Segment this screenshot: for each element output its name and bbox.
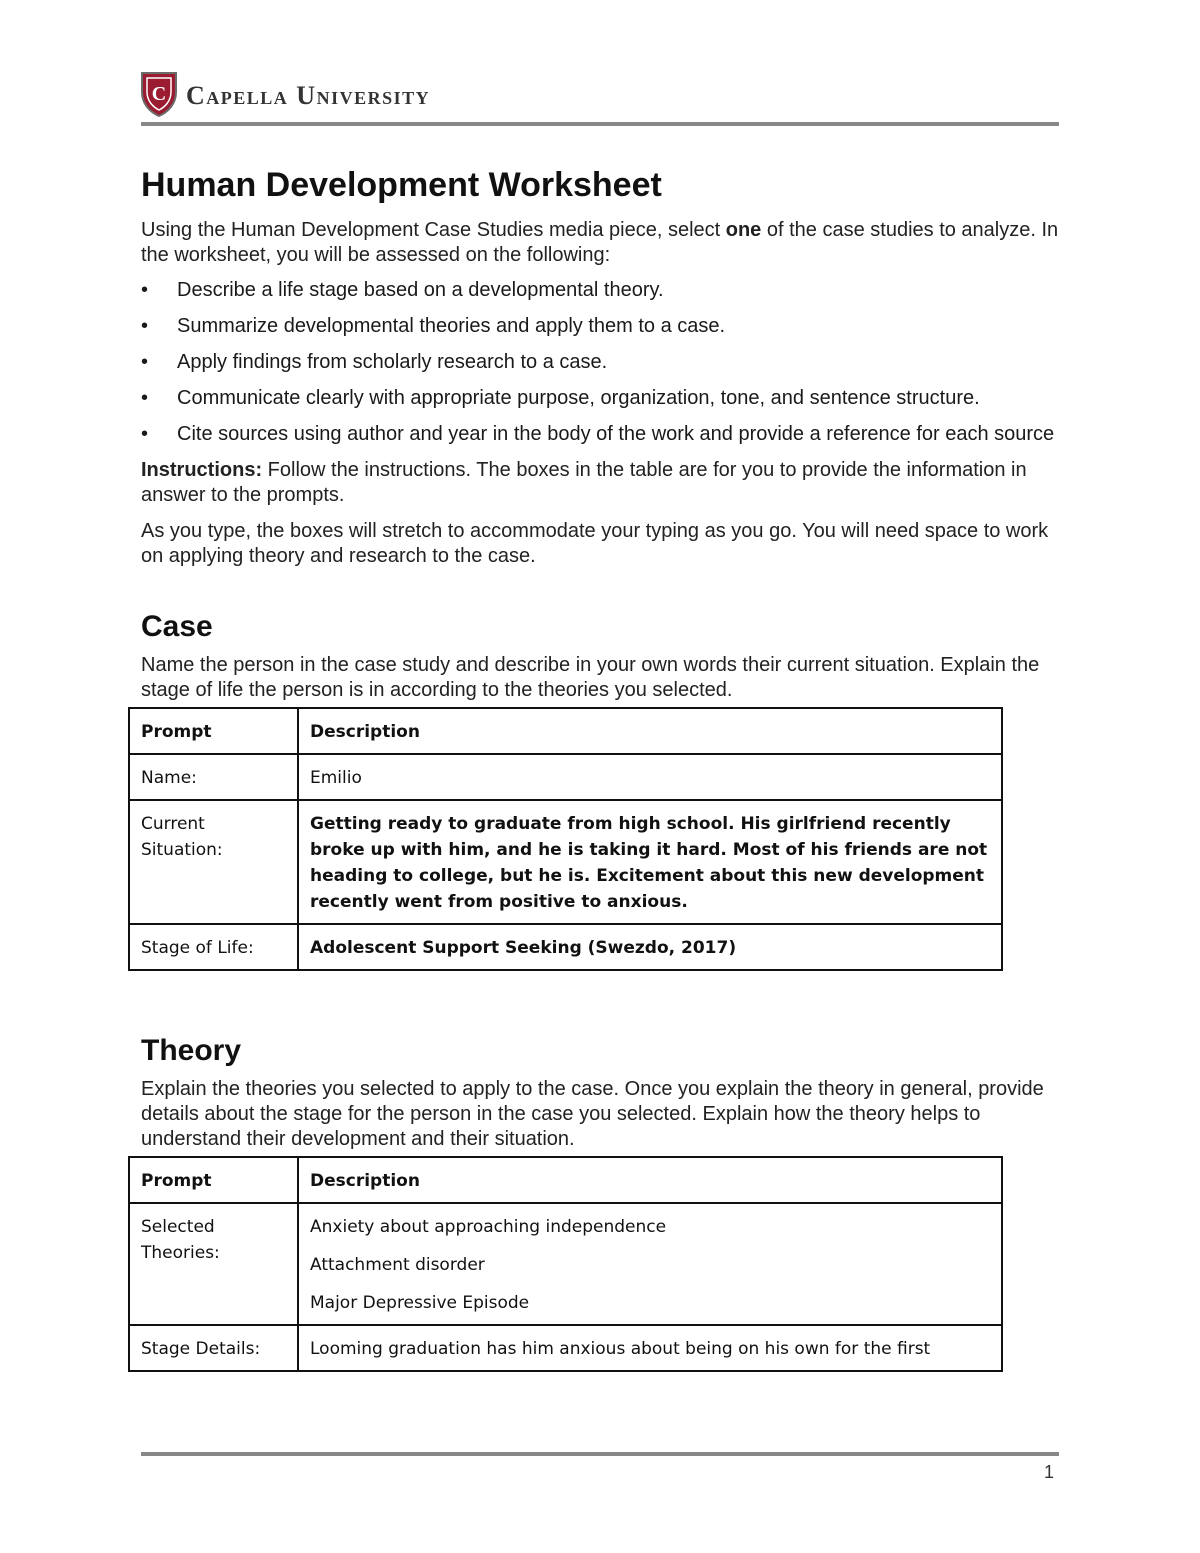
stage-of-life-prompt: Stage of Life: (129, 924, 298, 970)
list-item: • Communicate clearly with appropriate purpose, organization, tone, and sentence structure. (141, 386, 1061, 411)
theory-item: Major Depressive Episode (310, 1293, 530, 1313)
capella-crest-icon (140, 70, 178, 118)
table-header-row (129, 1157, 1002, 1203)
case-description: Name the person in the case study and describe in your own words their current situation. Explain the stage of life the person is in according to the theories you selected. (141, 654, 1040, 701)
theory-item: Anxiety about approaching independence (310, 1217, 667, 1237)
list-item: • Describe a life stage based on a developmental theory. (141, 278, 1061, 303)
stage-details-answer[interactable]: Looming graduation has him anxious about being on his own for the first (298, 1325, 1002, 1371)
prompt-column-header: Prompt (129, 708, 298, 754)
header-divider (141, 122, 1059, 126)
table-row (129, 754, 1002, 800)
page-number: 1 (1044, 1462, 1055, 1482)
instructions-paragraph: Instructions: Follow the instructions. The boxes in the table are for you to provide the information in answer to the prompts. (141, 459, 1027, 506)
assessment-list (141, 278, 1061, 447)
theory-table (128, 1156, 1003, 1372)
table-row (129, 924, 1002, 970)
description-column-header: Description (298, 1157, 1002, 1203)
stage-details-prompt: Stage Details: (129, 1325, 298, 1371)
svg-text:C: C (151, 83, 167, 105)
footer-divider (141, 1452, 1059, 1456)
list-item: • Apply findings from scholarly research to a case. (141, 350, 1061, 375)
theory-heading: Theory (141, 1034, 242, 1067)
stage-of-life-answer[interactable]: Adolescent Support Seeking (Swezdo, 2017) (298, 924, 1002, 970)
table-row (129, 1203, 1002, 1325)
theory-item: Attachment disorder (310, 1255, 485, 1275)
page-title: Human Development Worksheet (141, 166, 662, 204)
description-column-header: Description (298, 708, 1002, 754)
capella-logo (140, 70, 430, 118)
list-item: • Cite sources using author and year in the body of the work and provide a reference for each source (141, 422, 1061, 447)
table-row (129, 1325, 1002, 1371)
case-table (128, 707, 1003, 971)
table-header-row (129, 708, 1002, 754)
university-name: Capella University (186, 81, 431, 110)
selected-theories-answer[interactable] (298, 1203, 1002, 1325)
case-heading: Case (141, 610, 213, 643)
selected-theories-prompt: Selected Theories: (129, 1203, 298, 1325)
prompt-column-header: Prompt (129, 1157, 298, 1203)
theory-description: Explain the theories you selected to apply to the case. Once you explain the theory in general, provide details about the stage for the person in the case you selected. Explain how the theory helps to understand their development and their situation. (141, 1078, 1044, 1150)
current-situation-prompt: Current Situation: (129, 800, 298, 924)
worksheet-content (141, 160, 1061, 1372)
intro-paragraph: Using the Human Development Case Studies media piece, select one of the case studies to analyze. In the worksheet, you will be assessed on the following: (141, 219, 1059, 266)
current-situation-answer[interactable]: Getting ready to graduate from high school. His girlfriend recently broke up with him, and he is taking it hard. Most of his friends are not heading to college, but he is. Excitement about this new development recently went from positive to anxious. (298, 800, 1002, 924)
list-item: • Summarize developmental theories and apply them to a case. (141, 314, 1061, 339)
typing-note: As you type, the boxes will stretch to accommodate your typing as you go. You will need space to work on applying theory and research to the case. (141, 520, 1049, 567)
name-answer[interactable]: Emilio (298, 754, 1002, 800)
table-row (129, 800, 1002, 924)
name-prompt: Name: (129, 754, 298, 800)
